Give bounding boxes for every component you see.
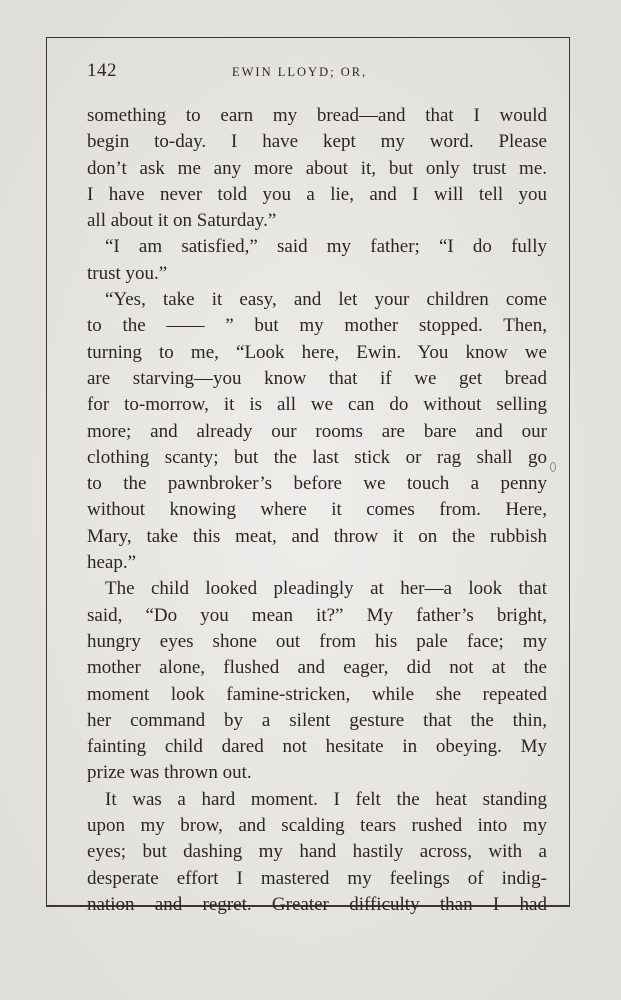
text-line: said, “Do you mean it?” My father’s bright, bbox=[87, 604, 547, 626]
body-text bbox=[87, 103, 547, 918]
text-line: heap.” bbox=[87, 552, 137, 574]
paragraph bbox=[87, 576, 547, 786]
text-line: It was a hard moment. I felt the heat standing bbox=[105, 788, 547, 810]
text-line: moment look famine-stricken, while she repeated bbox=[87, 683, 547, 705]
text-line: are starving—you know that if we get bread bbox=[87, 367, 547, 389]
text-line: Mary, take this meat, and throw it on the rubbish bbox=[87, 525, 547, 547]
page-number: 142 bbox=[87, 60, 117, 81]
text-line: all about it on Saturday.” bbox=[87, 210, 277, 232]
paragraph bbox=[87, 787, 547, 918]
running-head: EWIN LLOYD; OR, bbox=[232, 65, 368, 79]
text-line: prize was thrown out. bbox=[87, 762, 252, 784]
text-line: nation and regret. Greater difficulty than I had bbox=[87, 893, 547, 915]
text-line: without knowing where it comes from. Here, bbox=[87, 499, 547, 521]
text-line: turning to me, “Look here, Ewin. You know we bbox=[87, 341, 547, 363]
text-line: don’t ask me any more about it, but only trust me. bbox=[87, 157, 547, 179]
text-line: trust you.” bbox=[87, 262, 168, 284]
text-line: eyes; but dashing my hand hastily across, with a bbox=[87, 841, 547, 863]
text-line: “I am satisfied,” said my father; “I do fully bbox=[105, 236, 547, 258]
paragraph bbox=[87, 234, 547, 287]
text-line: hungry eyes shone out from his pale face; my bbox=[87, 630, 547, 652]
text-line: mother alone, flushed and eager, did not at the bbox=[87, 657, 547, 679]
text-line: for to-morrow, it is all we can do without selling bbox=[87, 394, 547, 416]
text-line: something to earn my bread—and that I would bbox=[87, 105, 547, 126]
text-line: I have never told you a lie, and I will tell you bbox=[87, 183, 547, 205]
text-line: desperate effort I mastered my feelings of indig- bbox=[87, 867, 547, 889]
text-line: clothing scanty; but the last stick or rag shall go bbox=[87, 446, 547, 468]
text-line: more; and already our rooms are bare and our bbox=[87, 420, 547, 442]
text-line: “Yes, take it easy, and let your children come bbox=[105, 289, 547, 311]
text-line: fainting child dared not hesitate in obeying. My bbox=[87, 736, 547, 758]
text-line: to the —— ” but my mother stopped. Then, bbox=[87, 315, 547, 337]
text-line: begin to-day. I have kept my word. Please bbox=[87, 131, 547, 153]
text-line: upon my brow, and scalding tears rushed into my bbox=[87, 815, 547, 837]
paragraph bbox=[87, 103, 547, 234]
text-line: to the pawnbroker’s before we touch a penny bbox=[87, 473, 547, 495]
page-header bbox=[87, 60, 547, 88]
text-line: The child looked pleadingly at her—a look that bbox=[105, 578, 547, 600]
paper-blemish bbox=[550, 462, 556, 472]
paragraph bbox=[87, 287, 547, 576]
text-line: her command by a silent gesture that the thin, bbox=[87, 709, 547, 731]
